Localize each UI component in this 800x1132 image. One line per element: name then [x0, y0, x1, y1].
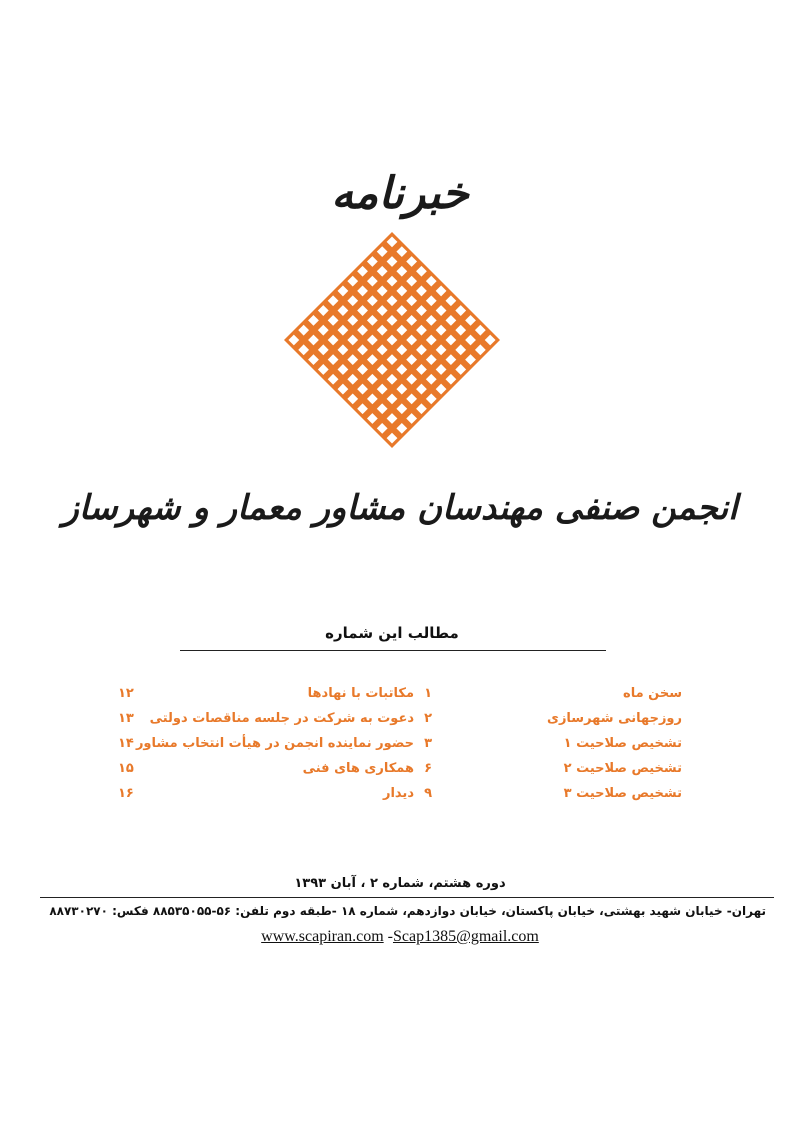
- toc-entry-title[interactable]: همکاری های فنی: [302, 761, 414, 776]
- issue-info: دوره هشتم، شماره ۲ ، آبان ۱۳۹۳: [294, 876, 506, 891]
- toc-entry-page: ۶: [424, 761, 432, 776]
- toc-entry-title[interactable]: تشخیص صلاحیت ۲: [563, 761, 682, 776]
- footer-divider: [40, 897, 774, 898]
- contact-address: تهران- خیابان شهید بهشتی، خیابان پاکستان، خیابان دوازدهم، شماره ۱۸ -طبقه دوم تلفن: ۵۶-۸۸۵۳۵۰۵۵ فکس: ۸۸۷۳۰۲۷۰: [49, 904, 766, 918]
- toc-entry-page: ۱۴: [118, 736, 134, 751]
- toc-entry-page: ۹: [424, 786, 432, 801]
- email-link[interactable]: Scap1385@gmail.com: [392, 928, 539, 945]
- website-link[interactable]: www.scapiran.com: [261, 928, 384, 945]
- toc-entry-title[interactable]: تشخیص صلاحیت ۱: [563, 736, 682, 751]
- organization-name: انجمن صنفی مهندسان مشاور معمار و شهرساز: [62, 488, 738, 528]
- toc-entry-page: ۲: [424, 711, 432, 726]
- toc-entry-title[interactable]: سخن ماه: [623, 686, 682, 701]
- toc-row: [110, 736, 682, 758]
- contact-separator: -: [383, 928, 393, 945]
- contents-heading-underline: [180, 650, 606, 651]
- newsletter-title: خبرنامه: [331, 168, 469, 219]
- lattice-logo-icon: [284, 232, 500, 448]
- toc-entry-title[interactable]: حضور نماینده انجمن در هیأت انتخاب مشاور: [135, 736, 414, 751]
- toc-row: [110, 786, 682, 808]
- toc-row: [110, 686, 682, 708]
- toc-entry-page: ۱۳: [118, 711, 134, 726]
- contents-heading: مطالب این شماره: [325, 624, 459, 642]
- toc-entry-page: ۱۵: [118, 761, 134, 776]
- toc-entry-title[interactable]: دعوت به شرکت در جلسه مناقصات دولتی: [149, 711, 414, 726]
- toc-entry-page: ۱۲: [118, 686, 134, 701]
- toc-entry-title[interactable]: دیدار: [382, 786, 414, 801]
- toc-entry-page: ۱۶: [118, 786, 134, 801]
- toc-entry-page: ۱: [424, 686, 432, 701]
- toc-row: [110, 761, 682, 783]
- toc-entry-title[interactable]: روزجهانی شهرسازی: [547, 711, 682, 726]
- toc-entry-title[interactable]: مکاتبات با نهادها: [307, 686, 414, 701]
- web-contact-line: [0, 928, 800, 946]
- toc-entry-title[interactable]: تشخیص صلاحیت ۳: [563, 786, 682, 801]
- toc-entry-page: ۳: [424, 736, 432, 751]
- toc-row: [110, 711, 682, 733]
